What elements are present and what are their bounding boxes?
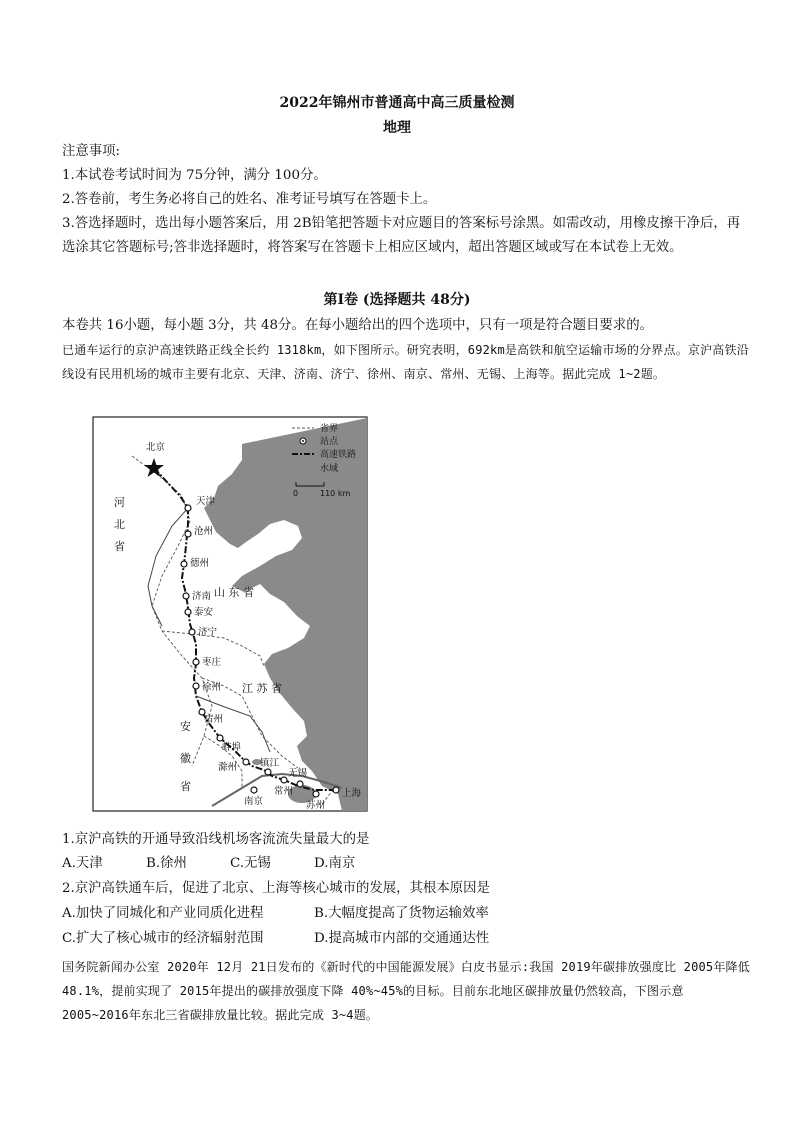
- question-1-stem: 1.京沪高铁的开通导致沿线机场客流流失量最大的是: [62, 832, 370, 847]
- question-2-stem: 2.京沪高铁通车后，促进了北京、上海等核心城市的发展，其根本原因是: [62, 881, 490, 896]
- q2-option-c[interactable]: C.扩大了核心城市的经济辐射范围: [62, 931, 264, 946]
- label-nanjing: 南京: [244, 796, 264, 807]
- question-1-options: [62, 852, 355, 876]
- q1-option-a[interactable]: A.天津: [62, 856, 103, 871]
- label-wuxi: 无锡: [288, 768, 308, 779]
- label-jining: 济宁: [198, 627, 218, 638]
- svg-text:水域: 水域: [320, 464, 339, 474]
- label-zaozhuang: 枣庄: [202, 657, 222, 668]
- label-tianjin: 天津: [196, 496, 216, 507]
- svg-text:安: 安: [180, 720, 191, 733]
- svg-text:省: 省: [114, 540, 125, 553]
- svg-text:高速铁路: 高速铁路: [320, 450, 357, 460]
- question-2-options-row2: [62, 927, 489, 951]
- label-zhenjiang: 镇江: [260, 758, 280, 769]
- svg-text:徽: 徽: [180, 752, 191, 765]
- svg-text:北: 北: [114, 518, 125, 531]
- material-2: 国务院新闻办公室 2020年 12月 21日发布的《新时代的中国能源发展》白皮书显示:我国 2019年碳排放强度比 2005年降低 48.1%，提前实现了 2015年提出的碳排放强度下降 40%~45%的目标。目前东北地区碳排放量仍然较高，下图示意 2005~2016年东北三省碳排放量比较。据此完成 3~4题。: [62, 960, 750, 1022]
- section-title: 第Ⅰ卷 (选择题共 48分): [323, 292, 471, 308]
- label-bengbu: 蚌埠: [222, 742, 242, 753]
- notes-item-3: 3.答选择题时，选出每小题答案后，用 2B铅笔把答题卡对应题目的答案标号涂黑。如需改动，用橡皮擦干净后，再选涂其它答题标号;答非选择题时，将答案写在答题卡上相应区域内，超出答题区域或写在本试卷上无效。: [62, 216, 741, 255]
- notes-item-2: 2.答卷前，考生务必将自己的姓名、准考证号填写在答题卡上。: [62, 192, 437, 207]
- q1-option-d[interactable]: D.南京: [314, 856, 356, 871]
- label-dezhou: 德州: [190, 558, 210, 569]
- label-changzhou: 常州: [274, 786, 294, 797]
- svg-text:江 苏 省: 江 苏 省: [242, 682, 282, 695]
- q1-option-c[interactable]: C.无锡: [230, 856, 271, 871]
- svg-text:省: 省: [180, 780, 191, 793]
- material-1: 已通车运行的京沪高速铁路正线全长约 1318km，如下图所示。研究表明，692km是高铁和航空运输市场的分界点。京沪高铁沿线设有民用机场的城市主要有北京、天津、济南、济宁、徐州、南京、常州、无锡、上海等。据此完成 1~2题。: [62, 343, 749, 381]
- svg-text:站点: 站点: [320, 437, 339, 447]
- label-xuzhou: 徐州: [202, 682, 222, 693]
- label-taian: 泰安: [194, 607, 214, 618]
- exam-subject: 地理: [383, 120, 411, 136]
- notes-item-1: 1.本试卷考试时间为 75分钟，满分 100分。: [62, 168, 327, 183]
- svg-text:山 东 省: 山 东 省: [214, 586, 254, 599]
- q1-option-b[interactable]: B.徐州: [146, 856, 187, 871]
- label-suzhou: 苏州: [306, 800, 326, 811]
- svg-text:0: 0: [293, 489, 299, 498]
- label-chuzhou: 滁州: [218, 762, 238, 773]
- label-cangzhou: 沧州: [194, 526, 214, 537]
- label-suzhou-north: 宿州: [204, 714, 224, 725]
- label-beijing: 北京: [146, 442, 166, 453]
- q2-option-b[interactable]: B.大幅度提高了货物运输效率: [314, 906, 489, 921]
- section-instruction: 本卷共 16小题，每小题 3分，共 48分。在每小题给出的四个选项中，只有一项是符合题目要求的。: [62, 318, 653, 333]
- q2-option-a[interactable]: A.加快了同城化和产业同质化进程: [62, 906, 264, 921]
- question-2-options-row1: [62, 902, 489, 926]
- exam-title: 2022年锦州市普通高中高三质量检测: [279, 95, 515, 111]
- notes-heading: 注意事项:: [62, 144, 121, 159]
- notes: [62, 140, 752, 260]
- label-jinan: 济南: [192, 591, 212, 602]
- svg-text:省界: 省界: [320, 424, 339, 434]
- svg-text:110 km: 110 km: [320, 489, 351, 498]
- jinghu-railway-map: [92, 416, 368, 812]
- svg-text:河: 河: [114, 496, 125, 509]
- label-shanghai: 上海: [342, 788, 362, 799]
- q2-option-d[interactable]: D.提高城市内部的交通通达性: [314, 931, 490, 946]
